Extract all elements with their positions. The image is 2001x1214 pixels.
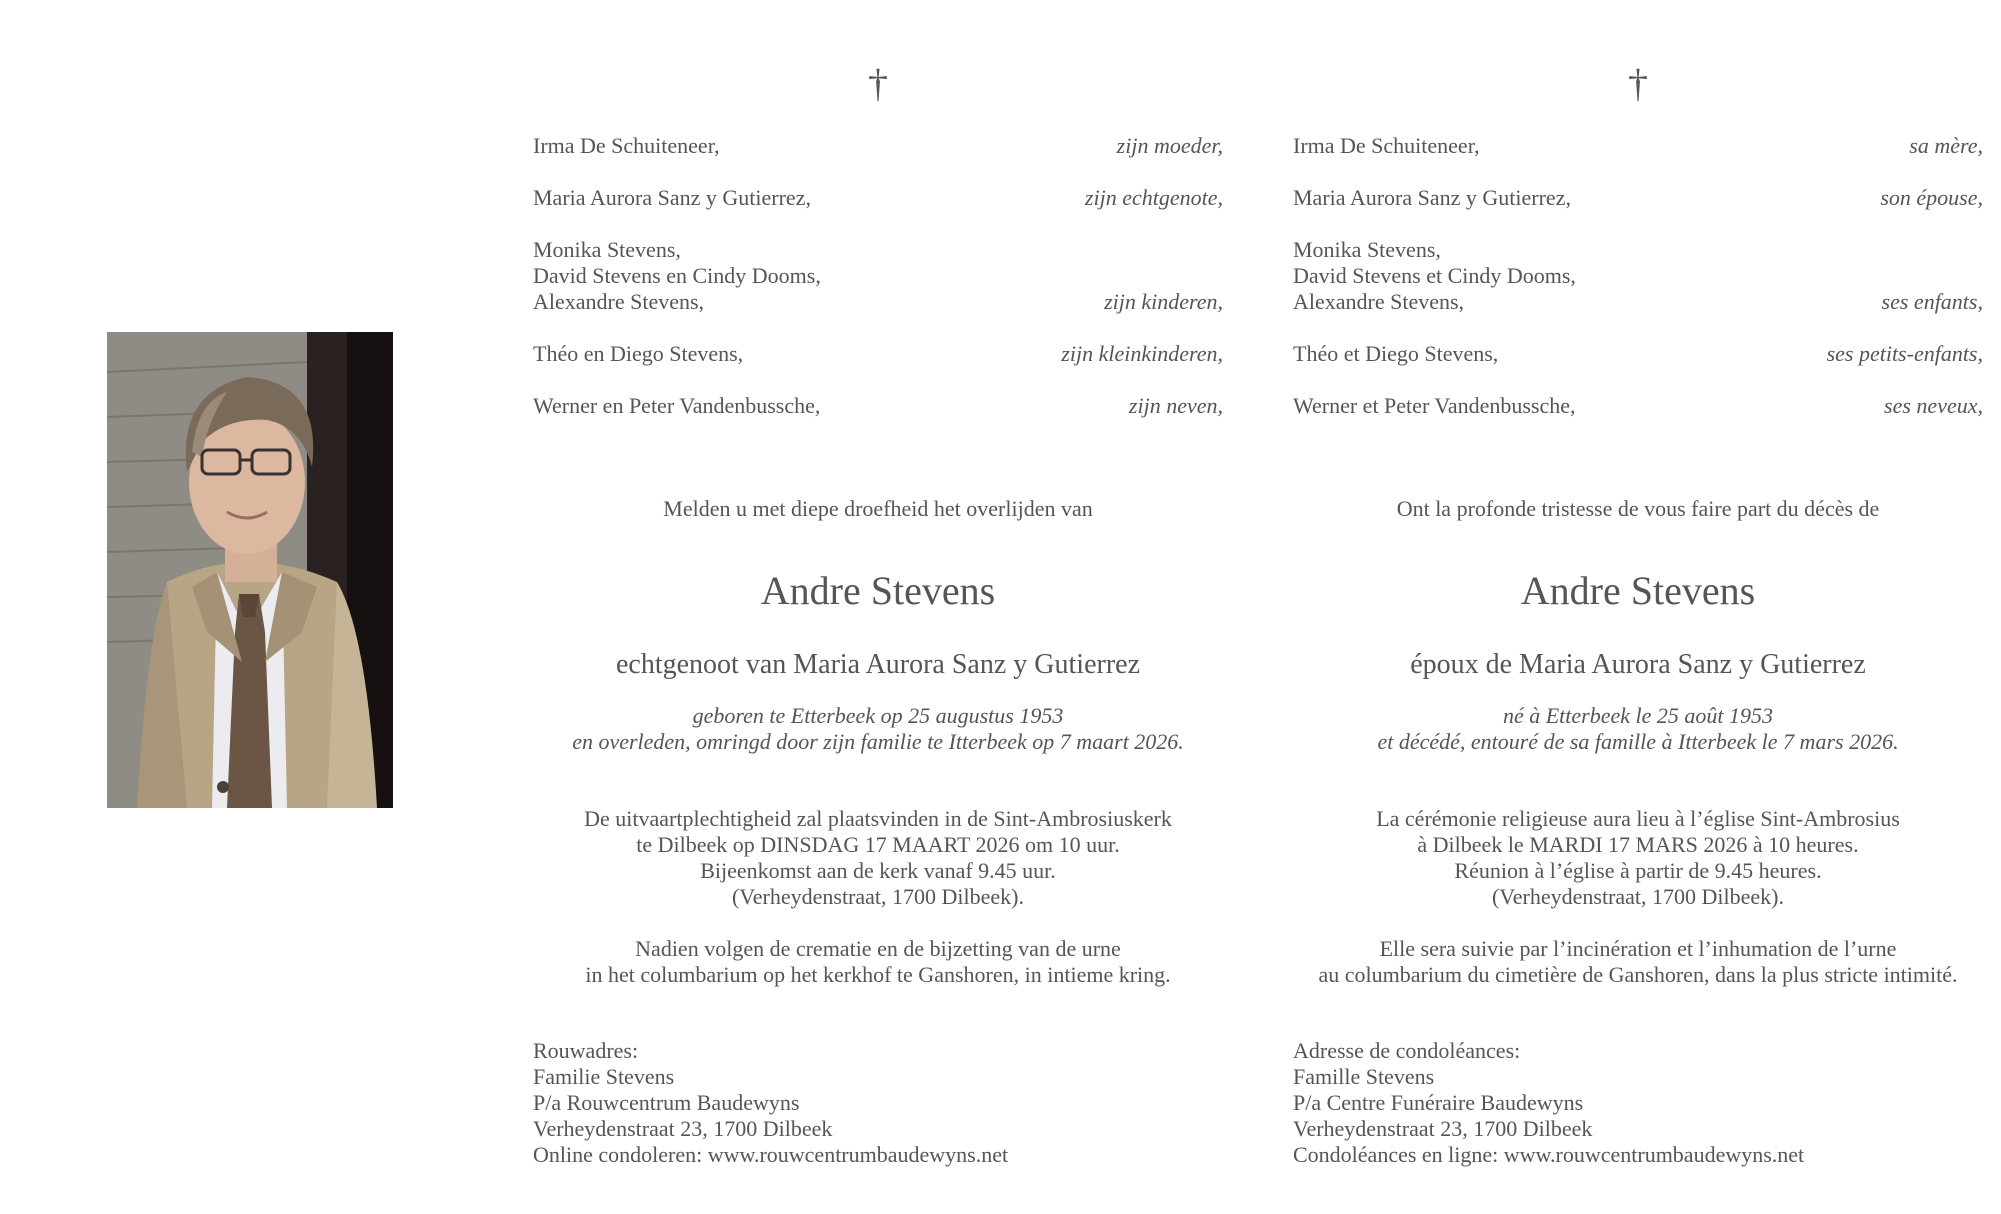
family-relation: son épouse, [1880, 185, 1983, 210]
contact-address [533, 1038, 1008, 1168]
cross-icon: † [868, 61, 888, 106]
family-name: David Stevens en Cindy Dooms, [533, 263, 821, 288]
birth-death-dates [533, 703, 1223, 755]
family-names [1293, 237, 1576, 315]
cross-icon: † [1628, 61, 1648, 106]
family-name: Werner et Peter Vandenbussche, [1293, 393, 1576, 418]
family-relation: ses enfants, [1881, 289, 1983, 314]
family-relation: zijn neven, [1128, 393, 1223, 418]
deceased-name: Andre Stevens [1520, 568, 1756, 613]
family-row [533, 341, 1223, 367]
cremation-line: Nadien volgen de crematie en de bijzetting van de urne [635, 936, 1121, 961]
family-list [533, 133, 1223, 445]
ceremony-line: (Verheydenstraat, 1700 Dilbeek). [731, 884, 1024, 909]
contact-line: Adresse de condoléances: [1293, 1038, 1521, 1063]
cremation-line: au columbarium du cimetière de Ganshoren, dans la plus stricte intimité. [1318, 962, 1958, 987]
ceremony-line: à Dilbeek le MARDI 17 MARS 2026 à 10 heures. [1417, 832, 1859, 857]
cremation-line: in het columbarium op het kerkhof te Ganshoren, in intieme kring. [585, 962, 1171, 987]
family-row [1293, 185, 1983, 211]
family-name: Maria Aurora Sanz y Gutierrez, [533, 185, 811, 210]
family-name: David Stevens et Cindy Dooms, [1293, 263, 1576, 288]
family-relation: sa mère, [1909, 133, 1983, 158]
family-relation: zijn moeder, [1116, 133, 1223, 158]
family-row [1293, 237, 1983, 315]
family-row [533, 393, 1223, 419]
family-name: Maria Aurora Sanz y Gutierrez, [1293, 185, 1571, 210]
dutch-column [533, 0, 1223, 1214]
ceremony-line: (Verheydenstraat, 1700 Dilbeek). [1491, 884, 1784, 909]
contact-line: Verheydenstraat 23, 1700 Dilbeek [1293, 1116, 1593, 1141]
spouse-line: echtgenoot van Maria Aurora Sanz y Gutierrez [615, 649, 1140, 680]
ceremony-details [1293, 806, 1983, 910]
ceremony-line: La cérémonie religieuse aura lieu à l’église Sint-Ambrosius [1376, 806, 1900, 831]
family-names [1293, 133, 1480, 159]
family-row [1293, 341, 1983, 367]
date-line: geboren te Etterbeek op 25 augustus 1953 [692, 703, 1064, 728]
contact-line: Rouwadres: [533, 1038, 639, 1063]
family-names [533, 237, 821, 315]
cremation-line: Elle sera suivie par l’incinération et l’inhumation de l’urne [1379, 936, 1897, 961]
family-row [533, 133, 1223, 159]
family-row [533, 237, 1223, 315]
contact-line: Verheydenstraat 23, 1700 Dilbeek [533, 1116, 833, 1141]
family-relation: ses neveux, [1884, 393, 1983, 418]
contact-line: Famille Stevens [1293, 1064, 1435, 1089]
family-names [1293, 393, 1576, 419]
family-name: Théo et Diego Stevens, [1293, 341, 1499, 366]
ceremony-line: te Dilbeek op DINSDAG 17 MAART 2026 om 10 uur. [636, 832, 1120, 857]
family-relation: zijn echtgenote, [1084, 185, 1223, 210]
ceremony-line: Réunion à l’église à partir de 9.45 heures. [1454, 858, 1822, 883]
family-name: Werner en Peter Vandenbussche, [533, 393, 821, 418]
contact-line: Online condoleren: www.rouwcentrumbaudewyns.net [533, 1142, 1009, 1167]
family-names [533, 341, 743, 367]
family-name: Alexandre Stevens, [1293, 289, 1465, 314]
family-name: Monika Stevens, [533, 237, 681, 262]
french-column [1293, 0, 1983, 1214]
contact-line: Familie Stevens [533, 1064, 675, 1089]
family-name: Théo en Diego Stevens, [533, 341, 744, 366]
family-row [533, 185, 1223, 211]
family-names [1293, 341, 1498, 367]
deceased-name: Andre Stevens [760, 568, 996, 613]
family-name: Monika Stevens, [1293, 237, 1441, 262]
spouse-line: époux de Maria Aurora Sanz y Gutierrez [1410, 649, 1866, 680]
family-names [533, 133, 720, 159]
contact-address [1293, 1038, 1804, 1168]
family-name: Irma De Schuiteneer, [533, 133, 720, 158]
cremation-details [1293, 936, 1983, 988]
birth-death-dates [1293, 703, 1983, 755]
contact-line: P/a Centre Funéraire Baudewyns [1293, 1090, 1584, 1115]
date-line: et décédé, entouré de sa famille à Itterbeek le 7 mars 2026. [1377, 729, 1899, 754]
family-name: Irma De Schuiteneer, [1293, 133, 1480, 158]
family-relation: zijn kleinkinderen, [1061, 341, 1223, 366]
date-line: en overleden, omringd door zijn familie te Itterbeek op 7 maart 2026. [572, 729, 1184, 754]
cremation-details [533, 936, 1223, 988]
ceremony-details [533, 806, 1223, 910]
family-relation: ses petits-enfants, [1826, 341, 1983, 366]
announcement: Ont la profonde tristesse de vous faire part du décès de [1396, 496, 1880, 521]
ceremony-line: De uitvaartplechtigheid zal plaatsvinden in de Sint-Ambrosiuskerk [584, 806, 1172, 831]
portrait-photo [107, 332, 393, 808]
family-relation: zijn kinderen, [1104, 289, 1223, 314]
family-list [1293, 133, 1983, 445]
contact-line: P/a Rouwcentrum Baudewyns [533, 1090, 800, 1115]
date-line: né à Etterbeek le 25 août 1953 [1502, 703, 1774, 728]
family-row [1293, 133, 1983, 159]
family-name: Alexandre Stevens, [533, 289, 705, 314]
contact-line: Condoléances en ligne: www.rouwcentrumbaudewyns.net [1293, 1142, 1805, 1167]
family-names [533, 185, 811, 211]
ceremony-line: Bijeenkomst aan de kerk vanaf 9.45 uur. [700, 858, 1056, 883]
family-names [533, 393, 820, 419]
announcement: Melden u met diepe droefheid het overlijden van [663, 496, 1093, 521]
family-names [1293, 185, 1571, 211]
family-row [1293, 393, 1983, 419]
